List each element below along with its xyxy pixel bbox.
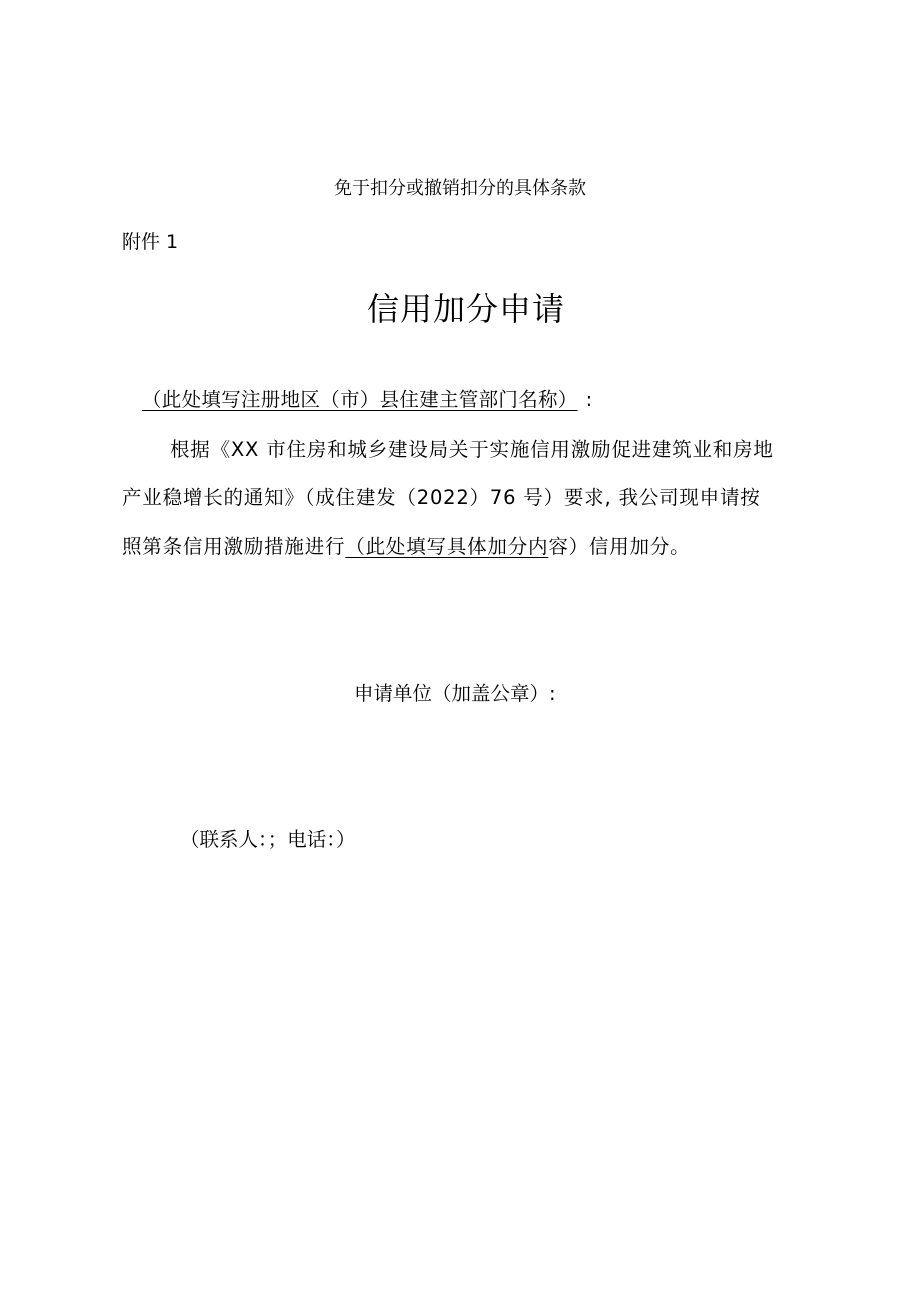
body-line-3-prefix: 照第条信用激励措施进行 bbox=[122, 535, 346, 558]
body-line-2: 产业稳增长的通知》（成住建发（2022）76 号）要求, 我公司现申请按 bbox=[122, 486, 761, 509]
attachment-label: 附件 1 bbox=[122, 231, 179, 253]
body-line-3 bbox=[122, 537, 690, 557]
recipient-placeholder: （此处填写注册地区（市）县住建主管部门名称） bbox=[142, 388, 578, 411]
contact-line: （联系人：；电话：） bbox=[180, 828, 356, 851]
recipient-line bbox=[142, 390, 592, 410]
recipient-colon: : bbox=[585, 388, 593, 411]
body-line-1: 根据《XX 市住房和城乡建设局关于实施信用激励促进建筑业和房地 bbox=[170, 438, 774, 461]
applicant-signature-line: 申请单位（加盖公章）: bbox=[354, 682, 556, 705]
document-header: 免于扣分或撤销扣分的具体条款 bbox=[334, 178, 586, 199]
page-title: 信用加分申请 bbox=[366, 290, 565, 328]
bonus-content-placeholder: （此处填写具体加分内 bbox=[345, 535, 549, 558]
body-line-3-suffix: 容）信用加分。 bbox=[548, 535, 691, 558]
